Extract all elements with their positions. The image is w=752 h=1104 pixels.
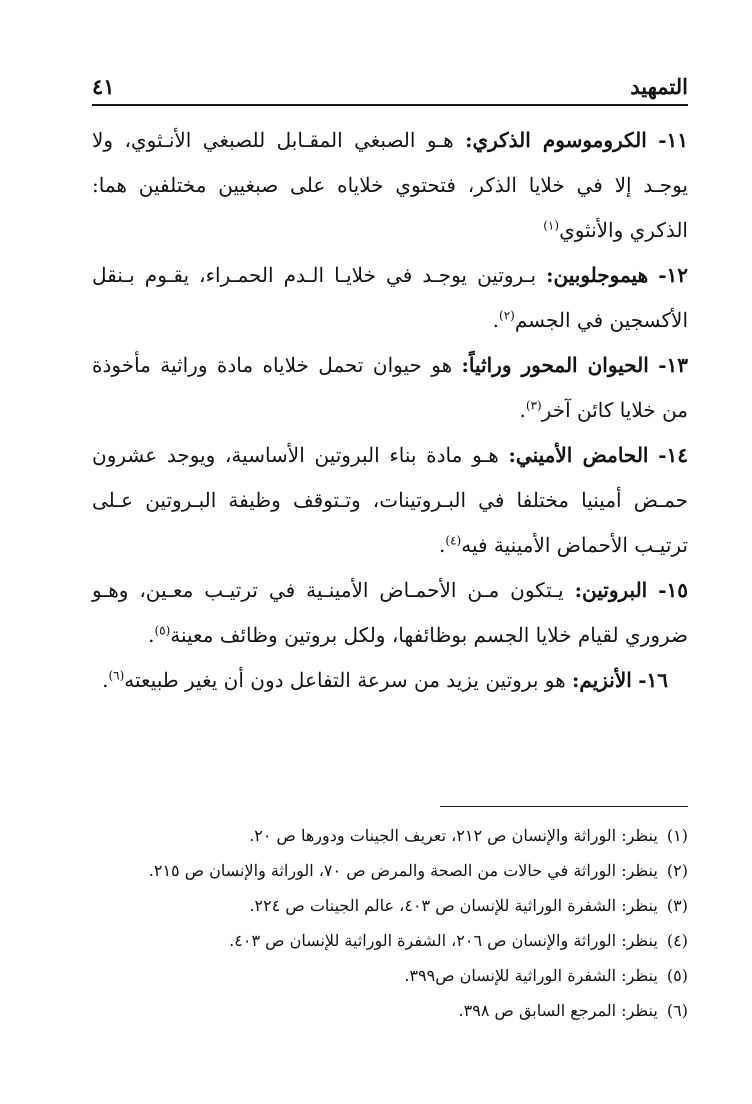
footnote-ref: (٤) — [445, 533, 462, 548]
footnote-number: (٢) — [666, 861, 688, 880]
footnote-ref: (٦) — [108, 668, 125, 683]
entry-end: . — [148, 623, 155, 647]
entry-number: ١٥- — [658, 578, 688, 602]
definition-entry — [92, 433, 688, 568]
definition-entry — [92, 568, 688, 658]
footnote — [92, 853, 688, 888]
footnote — [92, 923, 688, 958]
footnote — [92, 818, 688, 853]
footnote — [92, 888, 688, 923]
page-number: ٤١ — [92, 74, 115, 99]
footnote-ref: (١) — [543, 218, 560, 233]
page-header — [92, 72, 688, 106]
footnote-text: ينظر: الشفرة الوراثية للإنسان ص٣٩٩. — [404, 966, 658, 985]
definition-entry — [92, 343, 688, 433]
body-text — [92, 118, 688, 703]
footnote-divider — [440, 806, 688, 807]
entry-number: ١٣- — [658, 353, 688, 377]
footnote-number: (٣) — [666, 896, 688, 915]
header-divider — [92, 104, 688, 106]
footnote-ref: (٥) — [154, 623, 171, 638]
entry-text: بـروتين يوجـد في خلايـا الـدم الحمـراء، يقـوم بـنقل الأكسجين في الجسم — [92, 263, 688, 332]
entry-end: . — [439, 533, 446, 557]
entry-text: هو بروتين يزيد من سرعة التفاعل دون أن يغير طبيعته — [124, 668, 573, 692]
footnote-text: ينظر: الشفرة الوراثية للإنسان ص ٤٠٣، عالم الجينات ص ٢٢٤. — [249, 896, 658, 915]
entry-number: ١٢- — [658, 263, 689, 287]
entry-number: ١٤- — [658, 443, 688, 467]
footnote-text: ينظر: الوراثة والإنسان ص ٢٠٦، الشفرة الوراثية للإنسان ص ٤٠٣. — [229, 931, 658, 950]
footnote — [92, 958, 688, 993]
chapter-title: التمهيد — [630, 74, 688, 99]
entry-number: ١١- — [658, 128, 688, 152]
footnote-number: (٦) — [666, 1001, 688, 1020]
footnote-ref: (٣) — [525, 398, 542, 413]
definition-entry — [92, 658, 688, 703]
footnote-ref: (٢) — [499, 308, 515, 323]
entry-text: يـتكون مـن الأحمـاض الأمينـية في ترتيـب معـين، وهـو ضروري لقيام خلايا الجسم بوظائفها، ولكل بروتين وظائف معينة — [92, 578, 688, 647]
footnote-text: ينظر: الوراثة والإنسان ص ٢١٢، تعريف الجينات ودورها ص ٢٠. — [249, 826, 658, 845]
entry-text: هو حيوان تحمل خلاياه مادة وراثية مأخوذة من خلايا كائن آخر — [92, 353, 688, 422]
footnote-number: (٥) — [666, 966, 688, 985]
entry-term: البروتين: — [574, 578, 648, 602]
entry-term: الحيوان المحور وراثياً: — [461, 353, 649, 377]
entry-term: الكروموسوم الذكري: — [465, 128, 647, 152]
entry-end: . — [492, 308, 500, 332]
entry-end: . — [102, 668, 109, 692]
entry-term: الأنزيم: — [572, 668, 632, 692]
footnote-number: (٤) — [666, 931, 688, 950]
footnotes — [92, 818, 688, 1028]
entry-text: هـو الصبغي المقـابل للصبغي الأنـثوي، ولا يوجـد إلا في خلايا الذكر، فتحتوي خلاياه على صبغيين مختلفين هما: الذكري والأنثوي — [92, 128, 688, 242]
entry-text: هـو مادة بناء البروتين الأساسية، ويوجد عشرون حمـض أمينيا مختلفا في البـروتينات، وتـتوقف وظيفة البـروتين عـلى ترتيـب الأحماض الأمينية فيه — [92, 443, 688, 557]
footnote-text: ينظر: الوراثة في حالات من الصحة والمرض ص ٧٠، الوراثة والإنسان ص ٢١٥. — [148, 861, 658, 880]
definition-entry — [92, 118, 688, 253]
footnote-text: ينظر: المرجع السابق ص ٣٩٨. — [458, 1001, 658, 1020]
footnote — [92, 993, 688, 1028]
entry-term: هيموجلوبين: — [546, 263, 649, 287]
definition-entry — [92, 253, 688, 343]
entry-term: الحامض الأميني: — [508, 443, 649, 467]
entry-number: ١٦- — [638, 668, 668, 692]
footnote-number: (١) — [666, 826, 688, 845]
entry-end: . — [519, 398, 526, 422]
